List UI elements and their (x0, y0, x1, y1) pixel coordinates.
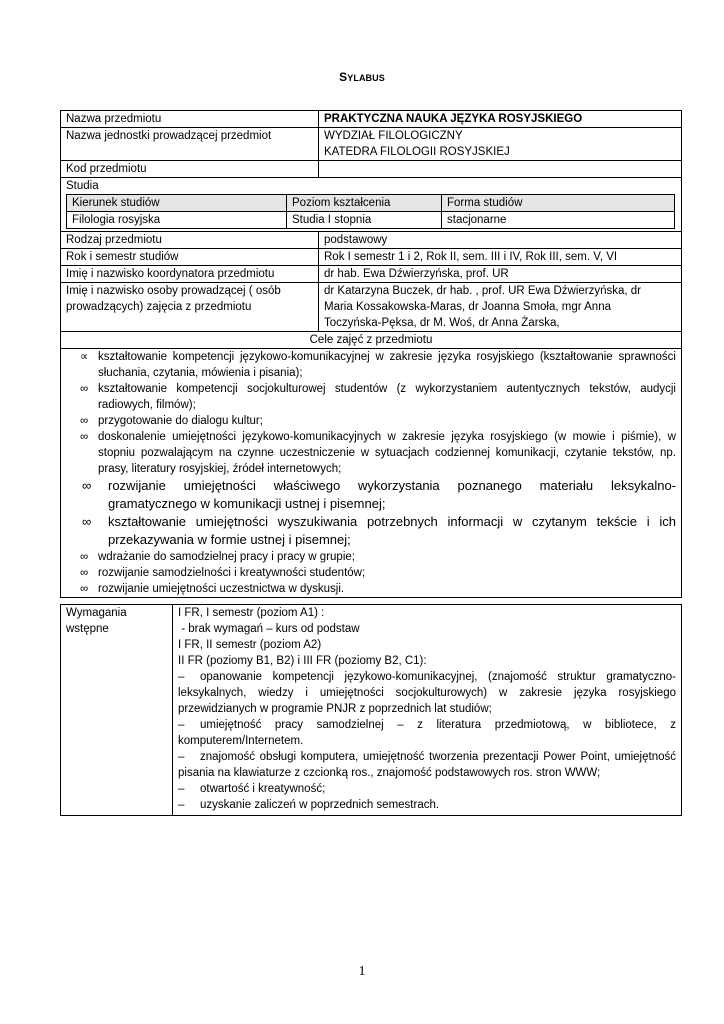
document-title: SYLABUS (339, 70, 385, 84)
bullet-icon: ∞ (80, 567, 89, 579)
course-type-label: Rodzaj przedmiotu (61, 232, 319, 249)
teachers-label-line-1: Imię i nazwisko osoby prowadzącej ( osób (66, 285, 281, 297)
studies-header-row (67, 195, 675, 212)
goal-text: rozwijanie umiejętności uczestnictwa w dyskusji. (98, 583, 345, 595)
course-code-value (319, 161, 682, 178)
requirements-label (61, 605, 173, 816)
requirement-item (178, 797, 676, 813)
requirements-label-line-2: wstępne (66, 623, 109, 635)
bullet-icon: ∞ (80, 431, 89, 443)
dash-icon: – (178, 799, 185, 811)
requirement-text: opanowanie kompetencji językowo-komunikacyjnej, (znajomość struktur gramatyczno-leksykalnych, wiedzy i umiejętności socjokulturowych) w zakresie języka rosyjskiego przewidzianych w programie PNJR z poprzednich lat studiów; (178, 671, 676, 715)
bullet-icon: ∞ (80, 383, 89, 395)
goal-item (82, 513, 676, 549)
department-name: KATEDRA FILOLOGII ROSYJSKIEJ (324, 146, 510, 158)
teachers-value (319, 283, 682, 332)
teachers-value-line-2: Maria Kossakowska-Maras, dr Joanna Smoła, mgr Anna (324, 301, 611, 313)
requirements-row (61, 605, 682, 816)
studies-header-level: Poziom kształcenia (287, 195, 442, 212)
dash-icon: – (178, 719, 185, 731)
goal-text: rozwijanie umiejętności właściwego wykorzystania poznanego materiału leksykalno-gramatycznego w komunikacji ustnej i pisemnej; (108, 478, 676, 511)
goals-heading: Cele zajęć z przedmiotu (61, 332, 682, 349)
dash-icon: – (178, 783, 185, 795)
bullet-icon: ∞ (80, 583, 89, 595)
studies-field-value: Filologia rosyjska (67, 212, 287, 229)
requirements-table (60, 604, 682, 816)
studies-label: Studia (66, 180, 99, 192)
goal-item (82, 477, 676, 513)
bullet-icon: ∞ (80, 551, 89, 563)
bullet-icon: ∞ (82, 514, 92, 529)
requirement-text: otwartość i kreatywność; (200, 783, 326, 795)
year-semester-value: Rok I semestr 1 i 2, Rok II, sem. III i IV, Rok III, sem. V, VI (319, 249, 682, 266)
requirements-label-line-1: Wymagania (66, 607, 127, 619)
requirement-no-prerequisites: - brak wymagań – kurs od podstaw (178, 623, 360, 635)
studies-level-value: Studia I stopnia (287, 212, 442, 229)
goal-text: rozwijanie samodzielności i kreatywności studentów; (98, 567, 366, 579)
syllabus-info-table (60, 110, 682, 598)
goal-text: przygotowanie do dialogu kultur; (98, 415, 263, 427)
coordinator-label: Imię i nazwisko koordynatora przedmiotu (61, 266, 319, 283)
unit-value (319, 128, 682, 161)
studies-table (66, 194, 675, 229)
coordinator-value: dr hab. Ewa Dźwierzyńska, prof. UR (319, 266, 682, 283)
requirement-item (178, 781, 676, 797)
bullet-icon: ∞ (80, 415, 89, 427)
requirement-advanced-levels: II FR (poziomy B1, B2) i III FR (poziomy B2, C1): (178, 655, 427, 667)
course-type-row (61, 232, 682, 249)
goal-item (80, 565, 676, 581)
course-type-value: podstawowy (319, 232, 682, 249)
requirement-item (178, 669, 676, 717)
requirement-text: znajomość obsługi komputera, umiejętność tworzenia prezentacji Power Point, umiejętność pisania na klawiaturze z czcionką ros., znajomość podstawowych ros. stron WWW; (178, 751, 676, 779)
teachers-label-line-2: prowadzących) zajęcia z przedmiotu (66, 301, 252, 313)
year-semester-label: Rok i semestr studiów (61, 249, 319, 266)
studies-header-form: Forma studiów (442, 195, 675, 212)
requirement-text: umiejętność pracy samodzielnej – z literatura przedmiotową, w bibliotece, z komputerem/Internetem. (178, 719, 676, 747)
requirement-text: uzyskanie zaliczeń w poprzednich semestrach. (200, 799, 440, 811)
goal-item (80, 429, 676, 477)
goals-cell (61, 349, 682, 598)
goals-row (61, 349, 682, 598)
goal-text: wdrażanie do samodzielnej pracy i pracy w grupie; (98, 551, 355, 563)
goal-item (80, 581, 676, 597)
goal-item (80, 349, 676, 381)
goal-text: kształtowanie kompetencji językowo-komunikacyjnej w zakresie języka rosyjskiego (kształtowanie sprawności słuchania, czytania, mówienia i pisania); (98, 351, 676, 379)
goal-text: doskonalenie umiejętności językowo-komunikacyjnych w zakresie języka rosyjskiego (w mowie i piśmie), w stopniu pozwalającym na czynne uczestniczenie w sytuacjach codziennej komunikacji, czytanie tekstów, np. prasy, literatury rosyjskiej, źródeł internetowych; (98, 431, 676, 475)
teachers-value-line-1: dr Katarzyna Buczek, dr hab. , prof. UR Ewa Dźwierzyńska, dr (324, 285, 642, 297)
bullet-icon: ∞ (82, 478, 92, 493)
teachers-row (61, 283, 682, 332)
coordinator-row (61, 266, 682, 283)
year-semester-row (61, 249, 682, 266)
course-name-row (61, 111, 682, 128)
goal-item (80, 413, 676, 429)
studies-cell (61, 178, 682, 232)
faculty-name: WYDZIAŁ FILOLOGICZNY (324, 130, 463, 142)
dash-icon: – (178, 751, 185, 763)
teachers-value-line-3: Toczyńska-Pęksa, dr M. Woś, dr Anna Żarska, (324, 317, 560, 329)
course-code-label: Kod przedmiotu (61, 161, 319, 178)
goal-text: kształtowanie umiejętności wyszukiwania potrzebnych informacji w czytanym tekście i ich przekazywania w formie ustnej i pisemnej; (108, 514, 676, 547)
studies-form-value: stacjonarne (442, 212, 675, 229)
studies-value-row (67, 212, 675, 229)
requirement-item (178, 717, 676, 749)
studies-header-field: Kierunek studiów (67, 195, 287, 212)
goal-item (80, 381, 676, 413)
page-number: 1 (358, 964, 366, 979)
teachers-label (61, 283, 319, 332)
goals-heading-row (61, 332, 682, 349)
requirements-content (173, 605, 682, 816)
requirement-semester-1: I FR, I semestr (poziom A1) : (178, 607, 325, 619)
requirement-item (178, 749, 676, 781)
course-name-label: Nazwa przedmiotu (61, 111, 319, 128)
course-code-row (61, 161, 682, 178)
unit-label: Nazwa jednostki prowadzącej przedmiot (61, 128, 319, 161)
dash-icon: – (178, 671, 185, 683)
goal-text: kształtowanie kompetencji socjokulturowej studentów (z wykorzystaniem autentycznych tekstów, audycji radiowych, filmów); (98, 383, 676, 411)
goals-list (66, 349, 676, 597)
studies-row (61, 178, 682, 232)
goal-item (80, 549, 676, 565)
bullet-icon: ∝ (80, 351, 89, 363)
course-name-value: PRAKTYCZNA NAUKA JĘZYKA ROSYJSKIEGO (319, 111, 682, 128)
unit-row (61, 128, 682, 161)
requirement-semester-2: I FR, II semestr (poziom A2) (178, 639, 322, 651)
